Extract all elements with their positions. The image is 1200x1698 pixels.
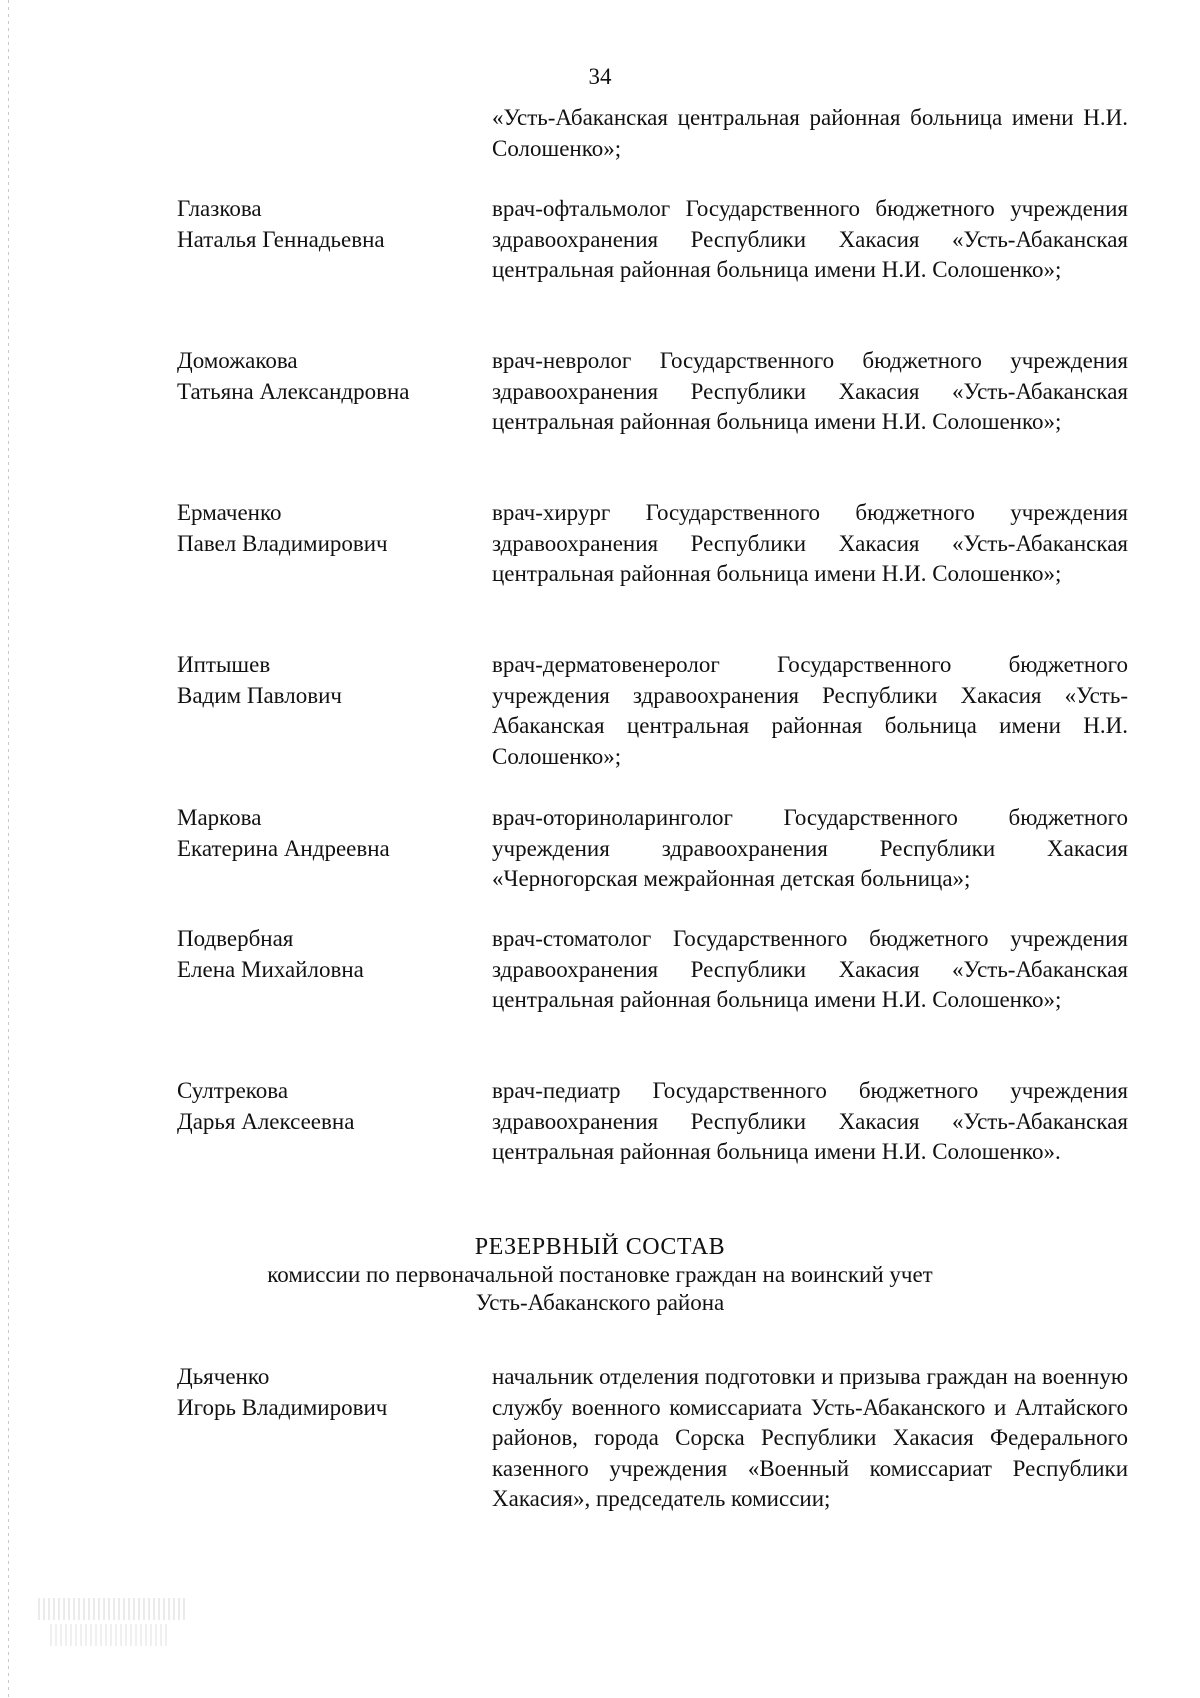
section-title: РЕЗЕРВНЫЙ СОСТАВ [474, 1234, 726, 1260]
member-surname: Глазкова [177, 196, 262, 221]
member-name [177, 498, 477, 559]
member-surname: Ермаченко [177, 500, 282, 525]
entry-description: начальник отделения подготовки и призыва граждан на военную службу военного комиссариата Усть-Абаканского и Алтайского районов, города Сорска Республики Хакасия Федерального казенного учреждения «Военный комиссариат Республики Хакасия», председатель комиссии; [492, 1364, 1128, 1511]
member-given-names: Екатерина Андреевна [177, 835, 390, 861]
entry-description: «Усть-Абаканская центральная районная больница имени Н.И. Солошенко»; [492, 105, 1128, 161]
member-surname: Дьяченко [177, 1364, 270, 1389]
member-surname: Маркова [177, 805, 262, 830]
reserve-section-heading [0, 1233, 1200, 1317]
member-given-names: Наталья Геннадьевна [177, 226, 385, 252]
entry-description: врач-оториноларинголог Государственного бюджетного учреждения здравоохранения Республики Хакасия «Черногорская межрайонная детская больница»; [492, 805, 1128, 891]
entry-description: врач-невролог Государственного бюджетного учреждения здравоохранения Республики Хакасия «Усть-Абаканская центральная районная больница имени Н.И. Солошенко»; [492, 348, 1128, 434]
section-subtitle-line-2: Усть-Абаканского района [475, 1290, 725, 1315]
entry-description: врач-офтальмолог Государственного бюджетного учреждения здравоохранения Республики Хакасия «Усть-Абаканская центральная районная больница имени Н.И. Солошенко»; [492, 196, 1128, 282]
entry-description: врач-хирург Государственного бюджетного учреждения здравоохранения Республики Хакасия «Усть-Абаканская центральная районная больница имени Н.И. Солошенко»; [492, 500, 1128, 586]
member-given-names: Вадим Павлович [177, 682, 342, 708]
member-given-names: Павел Владимирович [177, 530, 388, 556]
member-name [177, 346, 477, 407]
member-surname: Доможакова [177, 348, 298, 373]
member-name [177, 1076, 477, 1137]
entry-description: врач-стоматолог Государственного бюджетного учреждения здравоохранения Республики Хакасия «Усть-Абаканская центральная районная больница имени Н.И. Солошенко»; [492, 926, 1128, 1012]
entry-description: врач-дерматовенеролог Государственного бюджетного учреждения здравоохранения Республики Хакасия «Усть-Абаканская центральная районная больница имени Н.И. Солошенко»; [492, 652, 1128, 769]
scan-noise-artifact [50, 1624, 170, 1646]
member-given-names: Дарья Алексеевна [177, 1108, 355, 1134]
member-given-names: Татьяна Александровна [177, 378, 410, 404]
member-name [177, 924, 477, 985]
member-name [177, 1362, 477, 1423]
member-surname: Султрекова [177, 1078, 289, 1103]
page-number: 34 [588, 64, 612, 89]
member-name [177, 194, 477, 255]
member-given-names: Игорь Владимирович [177, 1394, 388, 1420]
member-surname: Иптышев [177, 652, 271, 677]
member-name [177, 650, 477, 711]
section-subtitle-line-1: комиссии по первоначальной постановке граждан на воинский учет [267, 1262, 933, 1287]
member-given-names: Елена Михайловна [177, 956, 364, 982]
entry-description: врач-педиатр Государственного бюджетного учреждения здравоохранения Республики Хакасия «Усть-Абаканская центральная районная больница имени Н.И. Солошенко». [492, 1078, 1128, 1164]
scan-noise-artifact [38, 1598, 188, 1620]
scan-edge-artifact [8, 0, 9, 1698]
member-surname: Подвербная [177, 926, 294, 951]
member-name [177, 803, 477, 864]
